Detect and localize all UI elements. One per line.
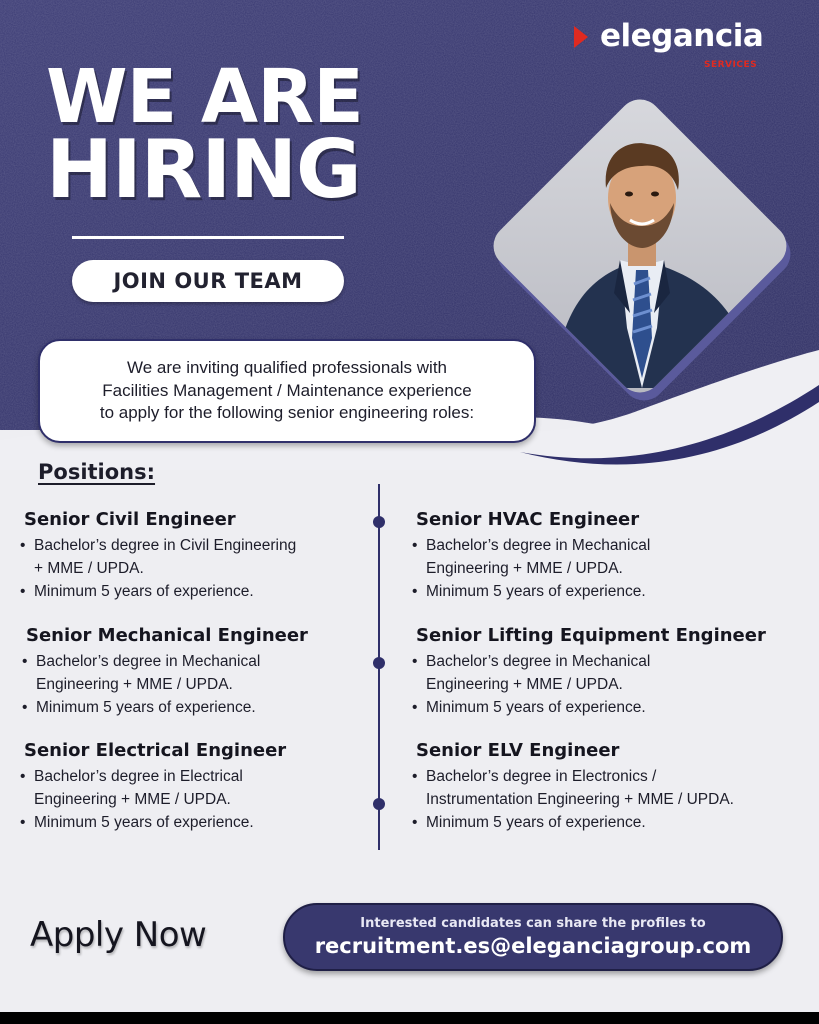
job-requirement: • Minimum 5 years of experience. bbox=[412, 580, 792, 603]
intro-line-1: We are inviting qualified professionals with bbox=[126, 357, 448, 377]
headline-divider bbox=[72, 236, 344, 239]
job-requirement: • Bachelor’s degree in Mechanical Engineering + MME / UPDA. bbox=[412, 534, 792, 580]
job-electrical-engineer bbox=[20, 740, 400, 834]
job-hvac-engineer bbox=[412, 509, 792, 603]
brand-name: elegancia bbox=[600, 18, 764, 54]
job-title: Senior Civil Engineer bbox=[24, 509, 236, 530]
job-requirement: • Minimum 5 years of experience. bbox=[412, 811, 812, 834]
headline-line-2: HIRING bbox=[46, 123, 361, 216]
job-requirement: • Bachelor’s degree in Civil Engineering + MME / UPDA. bbox=[20, 534, 400, 580]
job-mechanical-engineer bbox=[22, 625, 402, 719]
job-requirement: • Minimum 5 years of experience. bbox=[20, 811, 400, 834]
intro-box bbox=[38, 339, 536, 443]
brand-logo bbox=[574, 18, 794, 78]
intro-line-3: to apply for the following senior engineering roles: bbox=[99, 403, 475, 423]
headline bbox=[46, 54, 406, 216]
job-requirement: • Minimum 5 years of experience. bbox=[22, 696, 402, 719]
job-elv-engineer bbox=[412, 740, 812, 834]
contact-email-link[interactable]: recruitment.es@eleganciagroup.com bbox=[314, 934, 752, 958]
job-lifting-equipment-engineer bbox=[412, 625, 812, 719]
job-title: Senior Lifting Equipment Engineer bbox=[416, 625, 766, 646]
join-our-team-badge: JOIN OUR TEAM bbox=[72, 260, 344, 302]
headline-line-1: WE ARE bbox=[46, 54, 363, 140]
job-requirement: • Bachelor’s degree in Electrical Engineering + MME / UPDA. bbox=[20, 765, 400, 811]
apply-now-heading: Apply Now bbox=[30, 915, 207, 955]
job-requirement: • Bachelor’s degree in Electronics / Instrumentation Engineering + MME / UPDA. bbox=[412, 765, 812, 811]
job-title: Senior HVAC Engineer bbox=[416, 509, 640, 530]
contact-pill bbox=[283, 903, 783, 971]
contact-instruction: Interested candidates can share the profiles to bbox=[360, 916, 706, 931]
job-title: Senior Electrical Engineer bbox=[24, 740, 287, 761]
job-civil-engineer bbox=[20, 509, 400, 603]
job-requirement: • Minimum 5 years of experience. bbox=[20, 580, 400, 603]
job-requirement: • Minimum 5 years of experience. bbox=[412, 696, 812, 719]
job-title: Senior ELV Engineer bbox=[416, 740, 620, 761]
job-requirement: • Bachelor’s degree in Mechanical Engineering + MME / UPDA. bbox=[412, 650, 812, 696]
logo-arrow-icon bbox=[574, 26, 588, 48]
bottom-bar bbox=[0, 1012, 819, 1024]
job-title: Senior Mechanical Engineer bbox=[26, 625, 308, 646]
brand-sub: SERVICES bbox=[704, 60, 758, 70]
intro-line-2: Facilities Management / Maintenance experience bbox=[102, 380, 472, 400]
positions-title: Positions: bbox=[38, 460, 156, 484]
job-requirement: • Bachelor’s degree in Mechanical Engineering + MME / UPDA. bbox=[22, 650, 402, 696]
